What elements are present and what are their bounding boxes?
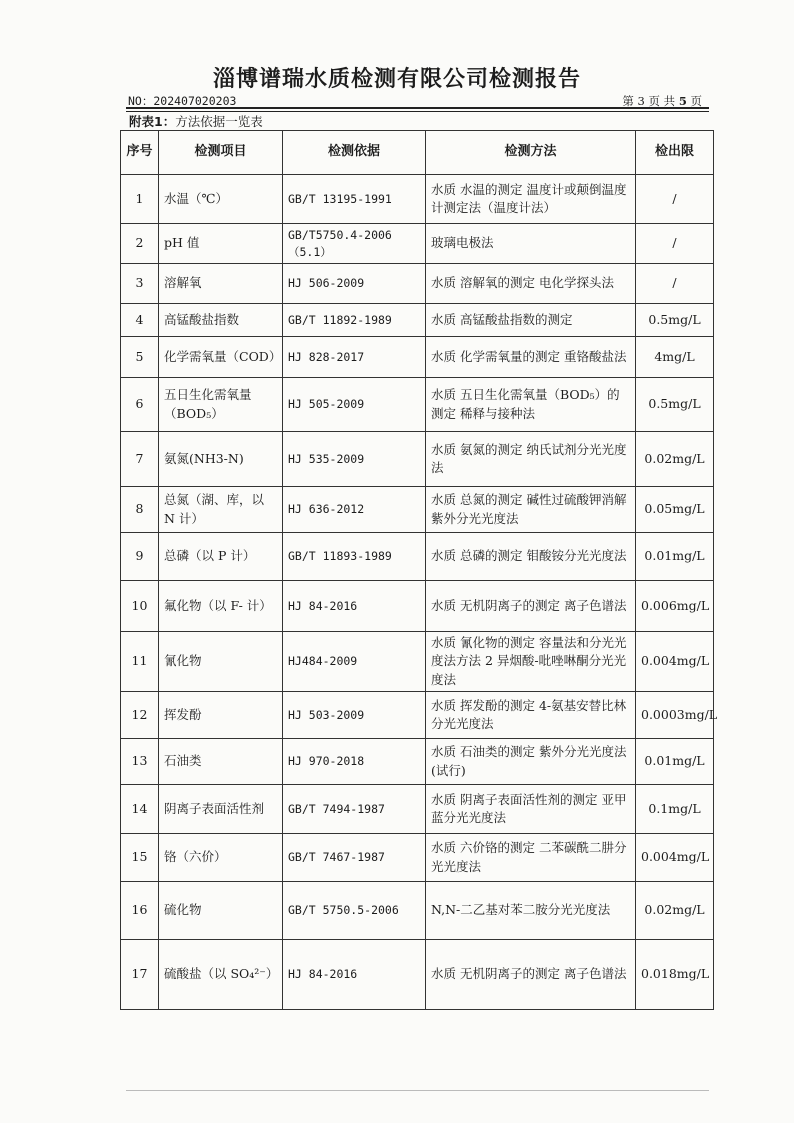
detection-basis: GB/T 7467-1987	[283, 834, 426, 882]
detection-item: 阴离子表面活性剂	[159, 785, 283, 834]
detection-method: 水质 氨氮的测定 纳氏试剂分光光度法	[426, 432, 636, 487]
table-row	[121, 487, 714, 533]
detection-basis: HJ484-2009	[283, 632, 426, 692]
table-row	[121, 692, 714, 739]
detection-basis: HJ 505-2009	[283, 378, 426, 432]
row-number: 1	[121, 175, 159, 224]
page-total: 5	[678, 94, 687, 108]
detection-limit: 0.01mg/L	[636, 739, 714, 785]
detection-method: 水质 水温的测定 温度计或颠倒温度计测定法（温度计法）	[426, 175, 636, 224]
row-number: 5	[121, 337, 159, 378]
detection-limit: 4mg/L	[636, 337, 714, 378]
detection-method: 水质 阴离子表面活性剂的测定 亚甲蓝分光光度法	[426, 785, 636, 834]
detection-method: 水质 高锰酸盐指数的测定	[426, 304, 636, 337]
detection-limit: 0.02mg/L	[636, 432, 714, 487]
row-number: 4	[121, 304, 159, 337]
row-number: 2	[121, 224, 159, 264]
appendix-title: 方法依据一览表	[175, 114, 263, 129]
detection-method: 水质 总磷的测定 钼酸铵分光光度法	[426, 533, 636, 581]
row-number: 11	[121, 632, 159, 692]
table-row	[121, 432, 714, 487]
detection-item: 铬（六价）	[159, 834, 283, 882]
table-row	[121, 785, 714, 834]
detection-basis: GB/T 13195-1991	[283, 175, 426, 224]
table-body	[121, 175, 718, 1010]
page-prefix: 第	[622, 94, 634, 108]
detection-limit: 0.01mg/L	[636, 533, 714, 581]
detection-method: 水质 六价铬的测定 二苯碳酰二肼分光光度法	[426, 834, 636, 882]
detection-item: 高锰酸盐指数	[159, 304, 283, 337]
method-basis-table	[120, 130, 718, 1010]
table-header-row	[121, 131, 714, 175]
detection-basis: HJ 636-2012	[283, 487, 426, 533]
header-rule	[126, 107, 709, 109]
row-number: 13	[121, 739, 159, 785]
table-row	[121, 834, 714, 882]
detection-method: 水质 五日生化需氧量（BOD₅）的测定 稀释与接种法	[426, 378, 636, 432]
detection-basis: GB/T 11892-1989	[283, 304, 426, 337]
row-number: 6	[121, 378, 159, 432]
page-title: 淄博谱瑞水质检测有限公司检测报告	[212, 67, 581, 92]
appendix-heading	[129, 112, 263, 130]
table-row	[121, 264, 714, 304]
detection-method: 水质 总氮的测定 碱性过硫酸钾消解紫外分光光度法	[426, 487, 636, 533]
detection-method: 玻璃电极法	[426, 224, 636, 264]
header-method: 检测方法	[426, 131, 636, 175]
detection-item: 氨氮(NH3-N)	[159, 432, 283, 487]
page-current: 3	[637, 94, 645, 108]
detection-basis: HJ 828-2017	[283, 337, 426, 378]
row-number: 8	[121, 487, 159, 533]
report-number: NO：202407020203	[128, 94, 237, 108]
detection-limit: /	[636, 175, 714, 224]
detection-basis: GB/T5750.4-2006（5.1）	[283, 224, 426, 264]
table-row	[121, 581, 714, 632]
detection-item: 总磷（以 P 计）	[159, 533, 283, 581]
detection-item: 总氮（湖、库，以 N 计）	[159, 487, 283, 533]
detection-limit: 0.006mg/L	[636, 581, 714, 632]
detection-basis: GB/T 7494-1987	[283, 785, 426, 834]
detection-basis: GB/T 11893-1989	[283, 533, 426, 581]
detection-method: 水质 溶解氧的测定 电化学探头法	[426, 264, 636, 304]
table-row	[121, 304, 714, 337]
appendix-label: 附表1：	[129, 114, 176, 129]
table-row	[121, 378, 714, 432]
detection-limit: 0.02mg/L	[636, 882, 714, 940]
detection-method: 水质 无机阴离子的测定 离子色谱法	[426, 581, 636, 632]
detection-method: 水质 石油类的测定 紫外分光光度法(试行)	[426, 739, 636, 785]
row-number: 9	[121, 533, 159, 581]
detection-method: 水质 化学需氧量的测定 重铬酸盐法	[426, 337, 636, 378]
row-number: 14	[121, 785, 159, 834]
detection-limit: /	[636, 264, 714, 304]
detection-limit: 0.0003mg/L	[636, 692, 714, 739]
table-row	[121, 175, 714, 224]
detection-item: 硫酸盐（以 SO₄²⁻）	[159, 940, 283, 1010]
detection-basis: HJ 84-2016	[283, 581, 426, 632]
detection-basis: HJ 506-2009	[283, 264, 426, 304]
header-limit: 检出限	[636, 131, 714, 175]
row-number: 10	[121, 581, 159, 632]
detection-basis: HJ 503-2009	[283, 692, 426, 739]
detection-item: pH 值	[159, 224, 283, 264]
row-number: 15	[121, 834, 159, 882]
row-number: 7	[121, 432, 159, 487]
detection-method: 水质 挥发酚的测定 4-氨基安替比林分光光度法	[426, 692, 636, 739]
detection-item: 石油类	[159, 739, 283, 785]
detection-item: 溶解氧	[159, 264, 283, 304]
detection-item: 水温（℃）	[159, 175, 283, 224]
table-row	[121, 632, 714, 692]
detection-method: N,N-二乙基对苯二胺分光光度法	[426, 882, 636, 940]
detection-limit: 0.5mg/L	[636, 304, 714, 337]
detection-limit: 0.004mg/L	[636, 834, 714, 882]
page-suffix: 页	[690, 94, 702, 108]
table-row	[121, 739, 714, 785]
detection-limit: 0.5mg/L	[636, 378, 714, 432]
footer-rule	[126, 1090, 709, 1091]
detection-limit: 0.018mg/L	[636, 940, 714, 1010]
detection-item: 氟化物（以 F- 计）	[159, 581, 283, 632]
detection-item: 化学需氧量（COD）	[159, 337, 283, 378]
table-row	[121, 940, 714, 1010]
table-row	[121, 882, 714, 940]
detection-item: 氰化物	[159, 632, 283, 692]
row-number: 16	[121, 882, 159, 940]
detection-basis: HJ 970-2018	[283, 739, 426, 785]
detection-limit: 0.05mg/L	[636, 487, 714, 533]
detection-basis: GB/T 5750.5-2006	[283, 882, 426, 940]
row-number: 3	[121, 264, 159, 304]
detection-limit: 0.1mg/L	[636, 785, 714, 834]
detection-basis: HJ 84-2016	[283, 940, 426, 1010]
table-row	[121, 224, 714, 264]
detection-method: 水质 无机阴离子的测定 离子色谱法	[426, 940, 636, 1010]
detection-limit: 0.004mg/L	[636, 632, 714, 692]
detection-item: 挥发酚	[159, 692, 283, 739]
header-item: 检测项目	[159, 131, 283, 175]
detection-item: 五日生化需氧量（BOD₅）	[159, 378, 283, 432]
row-number: 17	[121, 940, 159, 1010]
detection-item: 硫化物	[159, 882, 283, 940]
table-row	[121, 533, 714, 581]
row-number: 12	[121, 692, 159, 739]
table-row	[121, 337, 714, 378]
page-middle: 页 共	[648, 94, 676, 108]
detection-limit: /	[636, 224, 714, 264]
detection-method: 水质 氰化物的测定 容量法和分光光度法方法 2 异烟酸-吡唑啉酮分光光度法	[426, 632, 636, 692]
header-basis: 检测依据	[283, 131, 426, 175]
detection-basis: HJ 535-2009	[283, 432, 426, 487]
header-no: 序号	[121, 131, 159, 175]
